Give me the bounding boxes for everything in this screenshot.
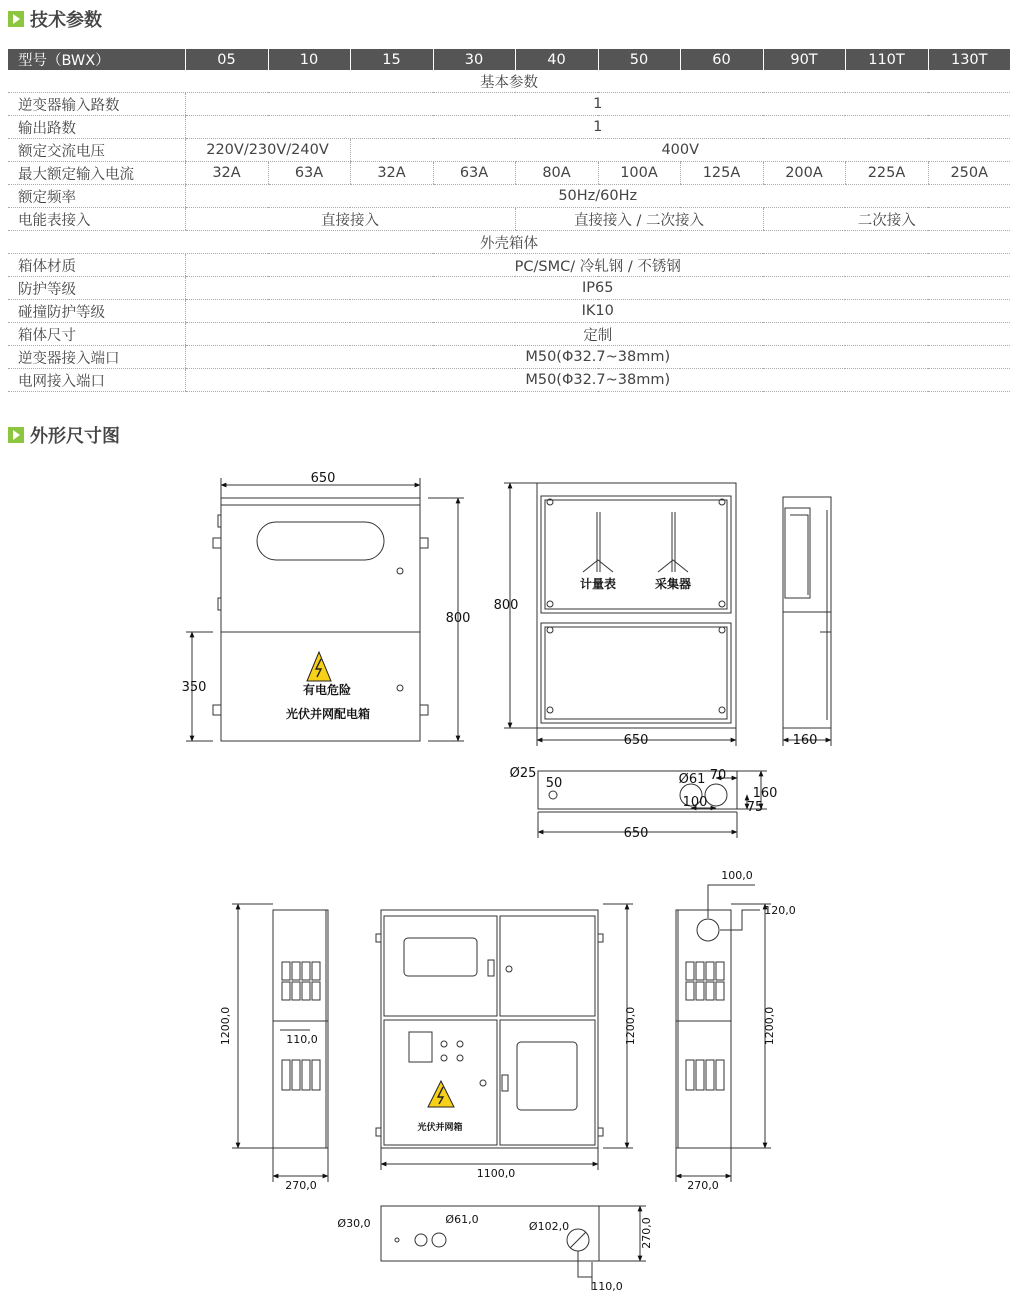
- dim-hole-b: Ø61,0: [445, 1213, 479, 1226]
- header-model-130t: 130T: [928, 49, 1010, 70]
- meter-label: 计量表: [579, 577, 617, 591]
- box-name-text: 光伏并网配电箱: [285, 707, 371, 721]
- dim-width-1: 650: [310, 471, 336, 486]
- header-model-50: 50: [598, 49, 680, 70]
- row-label: 最大额定输入电流: [8, 162, 185, 185]
- header-model-40: 40: [515, 49, 598, 70]
- row-label: 箱体材质: [8, 254, 185, 277]
- dim-inner-height: 800: [493, 598, 519, 613]
- warning-icon: [307, 652, 331, 681]
- cell-value: 200A: [763, 162, 845, 185]
- row-label: 碰撞防护等级: [8, 300, 185, 323]
- header-model-05: 05: [185, 49, 268, 70]
- front-view-2: [376, 910, 603, 1148]
- side-view-2-left: [273, 910, 328, 1148]
- dim-height-1: 800: [445, 611, 471, 626]
- warning-icon: [428, 1081, 454, 1107]
- meter-window: [404, 938, 477, 976]
- dim-width-2: 1100,0: [476, 1167, 516, 1180]
- dim-height-2-right: 1200,0: [763, 1006, 776, 1046]
- row-label: 电能表接入: [8, 208, 185, 231]
- row-label: 额定频率: [8, 185, 185, 208]
- dim-hole-c: Ø102,0: [528, 1220, 570, 1233]
- bottom-view-2: [381, 1206, 599, 1261]
- row-label: 输出路数: [8, 116, 185, 139]
- dim-bottom-depth: 160: [752, 786, 778, 801]
- header-model-30: 30: [433, 49, 515, 70]
- cell-value: 125A: [680, 162, 763, 185]
- viewing-window: [257, 522, 384, 560]
- row-label: 箱体尺寸: [8, 323, 185, 346]
- row-label: 电网接入端口: [8, 369, 185, 392]
- row-value: PC/SMC/ 冷轧钢 / 不锈钢: [185, 254, 1010, 277]
- cell-value: 63A: [268, 162, 350, 185]
- dim-offset-small: 50: [545, 776, 563, 791]
- dim-depth-2-right: 270,0: [687, 1179, 719, 1192]
- box-name-text-2: 光伏并网箱: [417, 1123, 463, 1133]
- side-view-1: [783, 497, 831, 728]
- cell-value: 80A: [515, 162, 598, 185]
- row-value: 220V/230V/240V: [185, 139, 350, 162]
- header-model-110t: 110T: [845, 49, 928, 70]
- front-view-1: [213, 498, 428, 741]
- row-label: 逆变器接入端口: [8, 346, 185, 369]
- row-value: 1: [185, 116, 1010, 139]
- dim-top-hole-offset: 120,0: [764, 904, 796, 917]
- header-model-15: 15: [350, 49, 433, 70]
- header-model-90t: 90T: [763, 49, 845, 70]
- warning-text: 有电危险: [302, 683, 352, 697]
- viewing-window: [517, 1042, 577, 1110]
- row-value: 直接接入: [185, 208, 515, 231]
- cell-value: 225A: [845, 162, 928, 185]
- row-value: 定制: [185, 323, 1010, 346]
- dim-bottom-depth-2: 270,0: [640, 1217, 653, 1249]
- dim-hole-a: Ø30,0: [337, 1217, 371, 1230]
- dim-height-2-left: 1200,0: [219, 1006, 232, 1046]
- dim-hole-large: Ø61: [678, 772, 706, 787]
- dim-inner-width: 650: [623, 733, 649, 748]
- cell-value: 63A: [433, 162, 515, 185]
- row-value: 直接接入 / 二次接入: [515, 208, 763, 231]
- dim-height-2-front: 1200,0: [624, 1006, 637, 1046]
- row-value: 二次接入: [763, 208, 1010, 231]
- row-label: 逆变器输入路数: [8, 93, 185, 116]
- header-model-60: 60: [680, 49, 763, 70]
- dim-lower-height-1: 350: [181, 680, 207, 695]
- group-basic-params: 基本参数: [8, 70, 1010, 93]
- dim-hole-small: Ø25: [509, 766, 537, 781]
- cell-value: 250A: [928, 162, 1010, 185]
- cell-value: 32A: [350, 162, 433, 185]
- dim-top-hole-size: 100,0: [721, 869, 753, 882]
- row-value: 1: [185, 93, 1010, 116]
- section-title-dimensions: 外形尺寸图: [8, 422, 120, 448]
- row-value: M50(Φ32.7~38mm): [185, 369, 1010, 392]
- dim-bottom-width: 650: [623, 826, 649, 841]
- collector-label: 采集器: [654, 577, 692, 591]
- dim-spacing: 100: [682, 795, 708, 810]
- row-label: 防护等级: [8, 277, 185, 300]
- dim-bottom-offset-2: 110,0: [591, 1280, 623, 1293]
- dim-offset-large: 70: [709, 768, 727, 783]
- side-view-2-right: [676, 910, 731, 1148]
- row-label: 额定交流电压: [8, 139, 185, 162]
- group-enclosure: 外壳箱体: [8, 231, 1010, 254]
- inner-view-1: [537, 483, 736, 728]
- section-title-tech-params: 技术参数: [8, 6, 102, 32]
- row-value: IP65: [185, 277, 1010, 300]
- header-model-10: 10: [268, 49, 350, 70]
- cell-value: 100A: [598, 162, 680, 185]
- row-value: 400V: [350, 139, 1010, 162]
- dim-side-offset: 110,0: [286, 1033, 318, 1046]
- header-model: 型号（BWX）: [8, 49, 185, 70]
- row-value: 50Hz/60Hz: [185, 185, 1010, 208]
- dim-depth-1: 160: [792, 733, 818, 748]
- cell-value: 32A: [185, 162, 268, 185]
- dim-depth-2-left: 270,0: [285, 1179, 317, 1192]
- row-value: IK10: [185, 300, 1010, 323]
- row-value: M50(Φ32.7~38mm): [185, 346, 1010, 369]
- dim-inset: 75: [746, 800, 764, 815]
